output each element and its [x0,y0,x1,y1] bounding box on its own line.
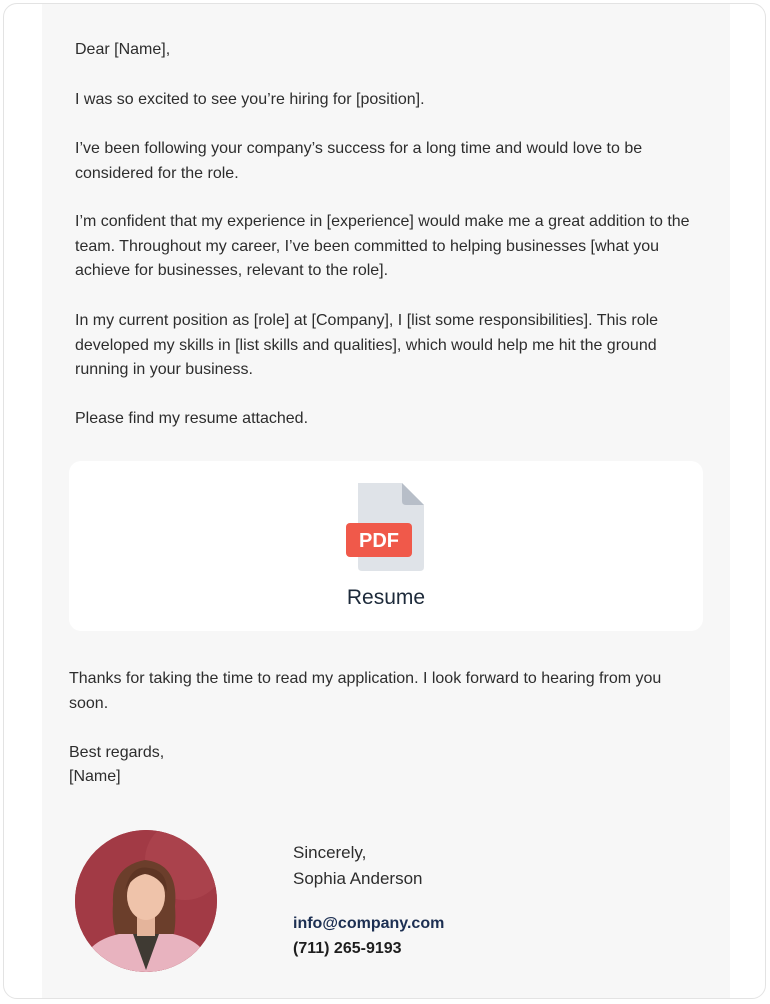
letter-greeting: Dear [Name], [75,41,171,58]
letter-sheet [42,4,730,999]
letter-paragraph-3: I’m confident that my experience in [experience] would make me a great addition to the team. Throughout my career, I’ve been committed to helping businesses [what you achieve for businesses, relevant to the role]. [75,213,690,279]
letter-paragraph-5: Please find my resume attached. [75,410,309,427]
attachment-title[interactable]: Resume [346,586,426,609]
signature-block [293,840,713,961]
email-frame [3,3,766,999]
resume-attachment-card[interactable] [69,461,703,631]
pdf-badge-label: PDF [359,530,399,552]
avatar [75,830,217,972]
closing-line-2: [Name] [69,768,121,785]
avatar-portrait [75,830,217,972]
letter-paragraph-4: In my current position as [role] at [Company], I [list some responsibilities]. This role developed my skills in [list skills and qualities], which would help me hit the ground running in your business. [75,312,659,378]
letter-paragraph-1: I was so excited to see you’re hiring for [position]. [75,91,425,108]
closing-line-1: Best regards, [69,744,165,761]
signature-name: Sophia Anderson [293,869,423,888]
signature-email-link[interactable]: info@company.com [293,915,445,932]
closing-paragraph: Thanks for taking the time to read my application. I look forward to hearing from you soon. [69,670,662,712]
pdf-file-icon [346,483,426,573]
letter-paragraph-2: I’ve been following your company’s success for a long time and would love to be considered for the role. [75,140,643,182]
signature-salutation: Sincerely, [293,843,367,862]
signature-phone[interactable]: (711) 265-9193 [293,940,402,957]
